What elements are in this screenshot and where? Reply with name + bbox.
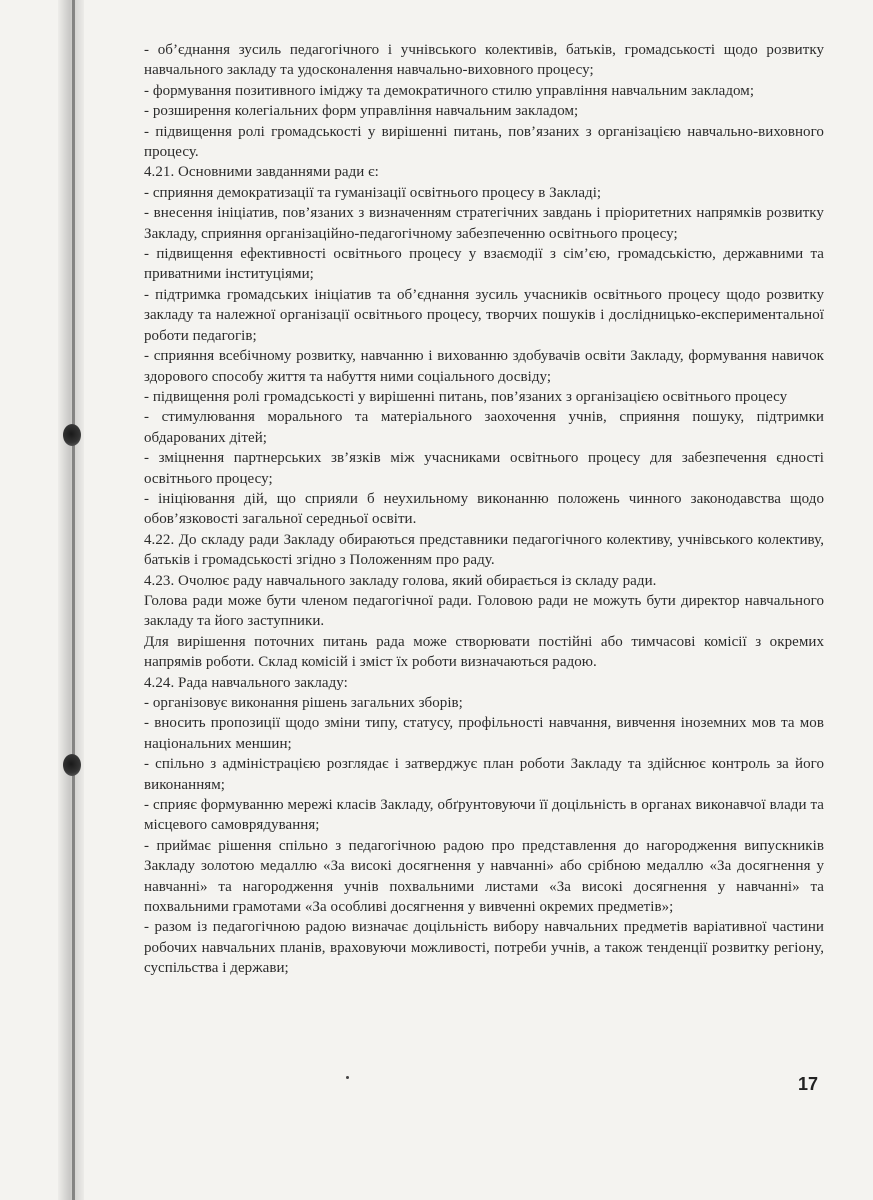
section-heading: 4.24. Рада навчального закладу: <box>144 674 348 691</box>
paragraph: - підтримка громадських ініціатив та об’єднання зусиль учасників освітнього процесу щодо розвитку закладу та належної організації освітнього процесу, творчих пошуків і дослідницько-експериментальної роботи педагогів; <box>144 286 824 344</box>
binding-shadow <box>58 0 84 1200</box>
paragraph: - підвищення ефективності освітнього процесу у взаємодії з сім’єю, громадськістю, державними та приватними інституціями; <box>144 246 824 283</box>
paragraph: - сприяння демократизації та гуманізації освітнього процесу в Закладі; <box>144 184 602 201</box>
document-body <box>144 40 824 979</box>
scan-speck <box>346 1076 349 1079</box>
section-heading: 4.23. Очолює раду навчального закладу голова, який обирається із складу ради. <box>144 572 657 589</box>
paragraph: - зміцнення партнерських зв’язків між учасниками освітнього процесу для забезпечення єдності освітнього процесу; <box>144 450 824 487</box>
punch-hole-icon <box>63 424 81 446</box>
paragraph: - спільно з адміністрацією розглядає і затверджує план роботи Закладу та здійснює контроль за його виконанням; <box>144 756 824 793</box>
paragraph: - об’єднання зусиль педагогічного і учнівського колективів, батьків, громадськості щодо розвитку навчального закладу та удосконалення навчально-виховного процесу; <box>144 42 824 79</box>
binding-line <box>72 0 75 1200</box>
paragraph: - внесення ініціатив, пов’язаних з визначенням стратегічних завдань і пріоритетних напрямків розвитку Закладу, сприяння організаційно-педагогічному забезпеченню освітнього процесу; <box>144 205 824 242</box>
section-heading: 4.22. До складу ради Закладу обираються представники педагогічного колективу, учнівського колективу, батьків і громадськості згідно з Положенням про раду. <box>144 531 824 569</box>
section-heading: 4.21. Основними завданнями ради є: <box>144 164 379 181</box>
paragraph: - вносить пропозиції щодо зміни типу, статусу, профільності навчання, вивчення іноземних мов та мов національних меншин; <box>144 715 824 752</box>
page-number: 17 <box>798 1074 819 1094</box>
paragraph: - підвищення ролі громадськості у вирішенні питань, пов’язаних з організацією освітнього процесу <box>144 388 788 405</box>
paragraph: Голова ради може бути членом педагогічної ради. Головою ради не можуть бути директор навчального закладу та його заступники. <box>144 592 824 630</box>
paragraph: - підвищення ролі громадськості у вирішенні питань, пов’язаних з організацією навчально-виховного процесу. <box>144 123 824 161</box>
paragraph: - ініціювання дій, що сприяли б неухильному виконанню положень чинного законодавства щодо обов’язковості загальної середньої освіти. <box>144 490 824 528</box>
punch-hole-icon <box>63 754 81 776</box>
paragraph: - сприяє формуванню мережі класів Закладу, обґрунтовуючи її доцільність в органах виконавчої влади та місцевого самоврядування; <box>144 797 824 834</box>
paragraph: - формування позитивного іміджу та демократичного стилю управління навчальним закладом; <box>144 82 755 99</box>
paragraph: - розширення колегіальних форм управління навчальним закладом; <box>144 103 579 120</box>
paragraph: - приймає рішення спільно з педагогічною радою про представлення до нагородження випускників Закладу золотою медаллю «За високі досягнення у навчанні» або срібною медаллю «За досягнення у навчанні» та нагородження учнів похвальними листами «За високі досягнення у навчанні» та похвальними грамотами «За особливі досягнення у вивченні окремих предметів»; <box>144 837 824 916</box>
paragraph: - організовує виконання рішень загальних зборів; <box>144 695 463 711</box>
paragraph: - разом із педагогічною радою визначає доцільність вибору навчальних предметів варіативної частини робочих навчальних планів, враховуючи можливості, потреби учнів, а також тенденції розвитку регіону, суспільства і держави; <box>144 919 824 977</box>
paragraph: - сприяння всебічному розвитку, навчанню і вихованню здобувачів освіти Закладу, формування навичок здорового способу життя та набуття ними соціального досвіду; <box>144 348 824 385</box>
paragraph: - стимулювання морального та матеріального заохочення учнів, сприяння пошуку, підтримки обдарованих дітей; <box>144 409 824 446</box>
paragraph: Для вирішення поточних питань рада може створювати постійні або тимчасові комісії з окремих напрямів роботи. Склад комісій і зміст їх роботи визначаються радою. <box>144 633 824 671</box>
